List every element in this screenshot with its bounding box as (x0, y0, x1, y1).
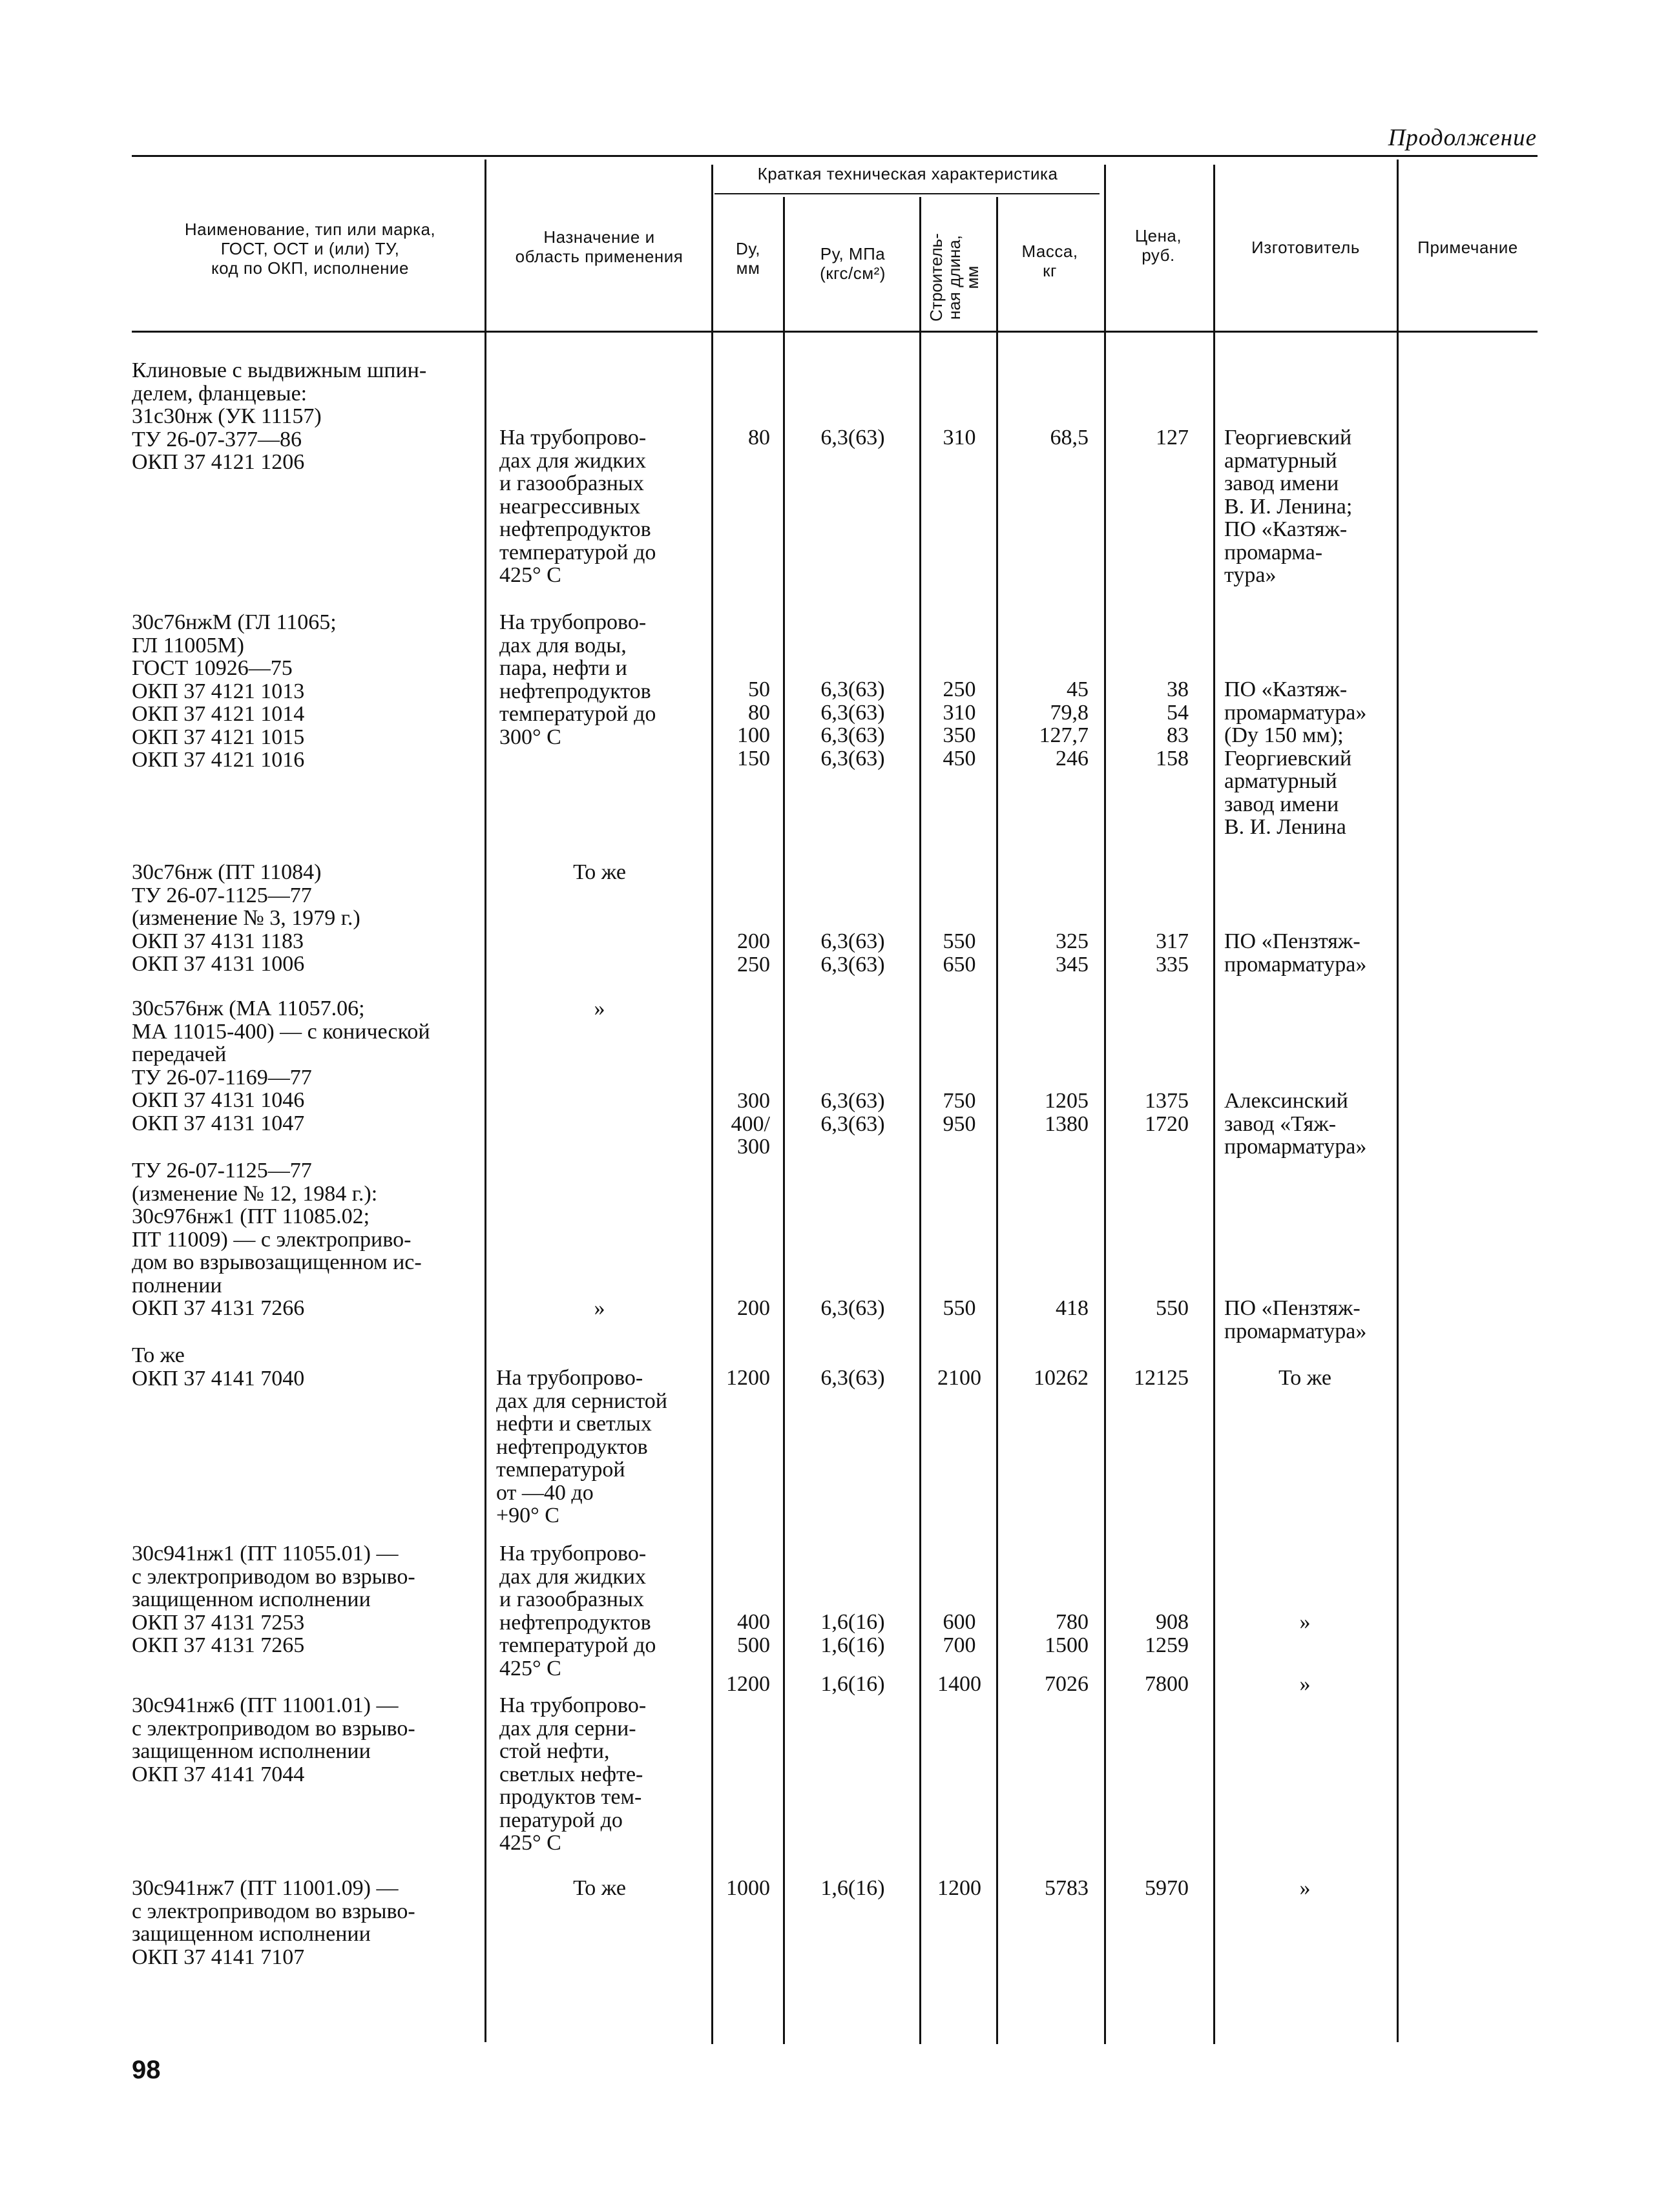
row-7-length: 1400 (937, 1672, 981, 1696)
row-7-name: 30с941нж6 (ПТ 11001.01) — с электроприводом во взрыво- защищенном исполнении ОКП 37 4141 7044 (132, 1693, 415, 1786)
row-0-py: 6,3(63) (820, 426, 885, 450)
row-4-price: 550 (1156, 1296, 1189, 1320)
header-name: Наименование, тип или марка, ГОСТ, ОСТ и (или) ТУ, код по ОКП, исполнение (184, 220, 436, 278)
row-3-manufacturer: Алексинский завод «Тяж- промарматура» (1224, 1089, 1367, 1159)
continued-label: Продолжение (1388, 125, 1537, 151)
row-8-length: 1200 (937, 1876, 981, 1900)
row-6-py: 1,6(16) 1,6(16) (820, 1610, 885, 1657)
row-2-length: 550 650 (943, 929, 976, 977)
row-4-dy: 200 (737, 1296, 770, 1320)
row-8-manufacturer: » (1299, 1876, 1311, 1900)
row-8-dy: 1000 (726, 1876, 770, 1900)
row-5-py: 6,3(63) (820, 1366, 885, 1390)
row-7-dy: 1200 (726, 1672, 770, 1696)
header-price: Цена, руб. (1134, 226, 1182, 265)
row-7-price: 7800 (1145, 1672, 1189, 1696)
row-3-mass: 1205 1380 (1045, 1089, 1089, 1136)
row-6-manufacturer: » (1299, 1610, 1311, 1634)
row-0-purpose: На трубопрово- дах для жидких и газообразных неагрессивных нефтепродуктов температурой до 425° С (499, 426, 656, 587)
row-2-price: 317 335 (1156, 929, 1189, 977)
row-3-purpose: » (594, 997, 605, 1020)
row-5-name: То же ОКП 37 4141 7040 (132, 1343, 305, 1390)
row-2-dy: 200 250 (737, 929, 770, 977)
header-mass: Масса, кг (1021, 242, 1078, 280)
row-1-manufacturer: ПО «Казтяж- промарматура» (Dу 150 мм); Георгиевский арматурный завод имени В. И. Ленина (1224, 677, 1367, 839)
row-3-length: 750 950 (943, 1089, 976, 1136)
row-2-manufacturer: ПО «Пензтяж- промарматура» (1224, 929, 1367, 977)
row-6-purpose: На трубопрово- дах для жидких и газообразных нефтепродуктов температурой до 425° С (499, 1542, 656, 1680)
row-6-price: 908 1259 (1145, 1610, 1189, 1657)
row-4-name: ТУ 26-07-1125—77 (изменение № 12, 1984 г.): 30с976нж1 (ПТ 11085.02; ПТ 11009) — с электроприво- дом во взрывозащищенном ис- полнении ОКП 37 4131 7266 (132, 1159, 422, 1320)
header-bottom-rule (132, 331, 1538, 333)
header-brief-spec: Краткая техническая характеристика (757, 164, 1058, 183)
header-purpose: Назначение и область применения (515, 227, 683, 266)
row-5-length: 2100 (937, 1366, 981, 1390)
row-4-length: 550 (943, 1296, 976, 1320)
row-7-manufacturer: » (1299, 1672, 1311, 1696)
row-4-mass: 418 (1056, 1296, 1089, 1320)
row-3-name: 30с576нж (МА 11057.06; МА 11015-400) — с конической передачей ТУ 26-07-1169—77 ОКП 37 4131 1046 ОКП 37 4131 1047 (132, 997, 430, 1135)
row-1-length: 250 310 350 450 (943, 677, 976, 770)
row-0-length: 310 (943, 426, 976, 450)
row-7-mass: 7026 (1045, 1672, 1089, 1696)
row-7-purpose: На трубопрово- дах для серни- стой нефти, светлых нефте- продуктов тем- пературой до 425° С (499, 1693, 647, 1855)
row-3-dy: 300 400/ 300 (731, 1089, 770, 1159)
row-8-purpose: То же (573, 1876, 626, 1900)
col-rule-1 (485, 160, 486, 2042)
col-rule-4 (919, 197, 921, 2044)
row-6-dy: 400 500 (737, 1610, 770, 1657)
col-rule-3 (783, 197, 785, 2044)
row-8-mass: 5783 (1045, 1876, 1089, 1900)
header-dy: Dу, мм (736, 239, 760, 278)
row-8-price: 5970 (1145, 1876, 1189, 1900)
row-1-mass: 45 79,8 127,7 246 (1039, 677, 1089, 770)
row-4-purpose: » (594, 1296, 605, 1320)
col-rule-7 (1213, 165, 1215, 2044)
header-py: Pу, МПа (кгс/см²) (820, 244, 886, 283)
row-0-price: 127 (1156, 426, 1189, 450)
col-rule-2 (711, 165, 713, 2044)
header-note: Примечание (1417, 238, 1518, 257)
row-1-price: 38 54 83 158 (1156, 677, 1189, 770)
row-5-mass: 10262 (1034, 1366, 1089, 1390)
col-rule-8 (1397, 160, 1399, 2042)
row-1-name: 30с76нжМ (ГЛ 11065; ГЛ 11005М) ГОСТ 10926—75 ОКП 37 4121 1013 ОКП 37 4121 1014 ОКП 37 4121 1015 ОКП 37 4121 1016 (132, 610, 337, 772)
row-0-dy: 80 (748, 426, 770, 450)
page-number: 98 (132, 2056, 161, 2084)
row-4-py: 6,3(63) (820, 1296, 885, 1320)
row-5-manufacturer: То же (1278, 1366, 1331, 1390)
row-0-name: Клиновые с выдвижным шпин- делем, фланцевые: 31с30нж (УК 11157) ТУ 26-07-377—86 ОКП 37 4121 1206 (132, 358, 427, 474)
row-6-mass: 780 1500 (1045, 1610, 1089, 1657)
table-top-rule (132, 155, 1538, 157)
row-2-purpose: То же (573, 860, 626, 884)
row-0-manufacturer: Георгиевский арматурный завод имени В. И. Ленина; ПО «Казтяж- промарма- тура» (1224, 426, 1353, 587)
row-1-purpose: На трубопрово- дах для воды, пара, нефти и нефтепродуктов температурой до 300° С (499, 610, 656, 749)
row-7-py: 1,6(16) (820, 1672, 885, 1696)
row-5-dy: 1200 (726, 1366, 770, 1390)
row-5-purpose: На трубопрово- дах для сернистой нефти и светлых нефтепродуктов температурой от —40 до +90° С (496, 1366, 667, 1527)
row-1-dy: 50 80 100 150 (737, 677, 770, 770)
row-0-mass: 68,5 (1050, 426, 1089, 450)
row-3-py: 6,3(63) 6,3(63) (820, 1089, 885, 1136)
row-2-mass: 325 345 (1056, 929, 1089, 977)
row-8-name: 30с941нж7 (ПТ 11001.09) — с электроприводом во взрыво- защищенном исполнении ОКП 37 4141 7107 (132, 1876, 415, 1969)
row-6-length: 600 700 (943, 1610, 976, 1657)
spec-group-rule (714, 193, 1100, 194)
header-manufacturer: Изготовитель (1251, 238, 1360, 257)
header-length: Строитель- ная длина, мм (926, 233, 982, 322)
row-5-price: 12125 (1134, 1366, 1189, 1390)
row-8-py: 1,6(16) (820, 1876, 885, 1900)
row-3-price: 1375 1720 (1145, 1089, 1189, 1136)
row-2-py: 6,3(63) 6,3(63) (820, 929, 885, 977)
row-4-manufacturer: ПО «Пензтяж- промарматура» (1224, 1296, 1367, 1343)
row-6-name: 30с941нж1 (ПТ 11055.01) — с электроприводом во взрыво- защищенном исполнении ОКП 37 4131 7253 ОКП 37 4131 7265 (132, 1542, 415, 1657)
row-2-name: 30с76нж (ПТ 11084) ТУ 26-07-1125—77 (изменение № 3, 1979 г.) ОКП 37 4131 1183 ОКП 37 4131 1006 (132, 860, 360, 976)
row-1-py: 6,3(63) 6,3(63) 6,3(63) 6,3(63) (820, 677, 885, 770)
